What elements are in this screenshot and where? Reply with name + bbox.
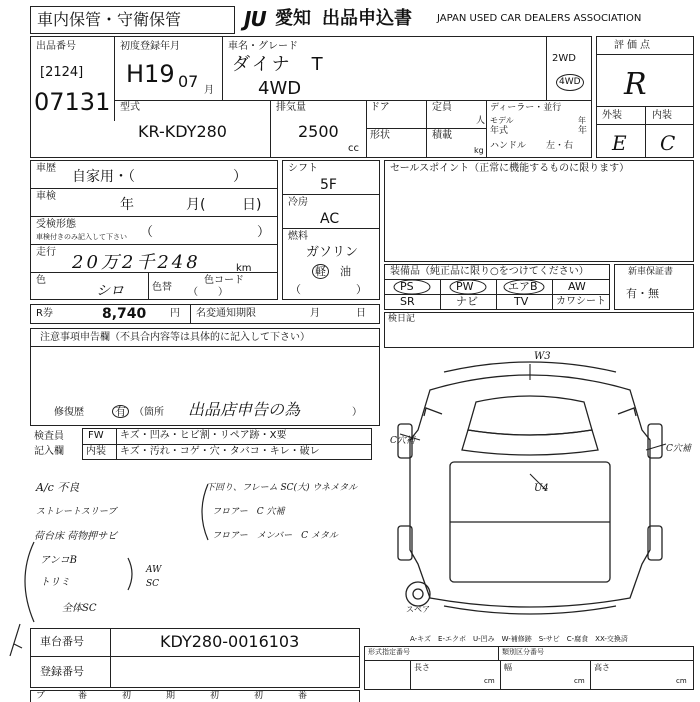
footer-item-6: 初 — [254, 691, 264, 701]
load-label: 積載 — [432, 130, 452, 141]
footer-item-7: 番 — [298, 691, 308, 701]
repair-note: 出品店申告の為 — [188, 400, 301, 419]
footer-item-4: 期 — [166, 691, 176, 701]
deadline-month: 月 — [310, 308, 320, 319]
engine-value: 2500 — [298, 122, 339, 141]
deadline-label: 名変通知期限 — [196, 308, 256, 319]
year-label: 年式 — [490, 126, 509, 136]
hand-note-overall: 全体SC — [62, 603, 97, 614]
diagram-note-center: U4 — [534, 483, 549, 494]
hand-note-ac: A/c 不良 — [36, 481, 80, 494]
equipment-item-pw: PW — [456, 280, 474, 293]
inspection-year: 年 — [120, 197, 134, 213]
length-unit: cm — [484, 677, 495, 685]
equipment-item-airbag: エアB — [508, 280, 538, 293]
inspection-month: 月( — [186, 197, 206, 213]
repaint-label: 色替 — [152, 282, 172, 293]
footer-item-1: ブ — [36, 691, 46, 701]
shape-label: 形状 — [370, 130, 390, 141]
color-code-label: 色コード — [204, 275, 244, 286]
equipment-item-ps: PS — [400, 280, 414, 293]
recycle-label: R券 — [36, 308, 53, 319]
mileage-unit: km — [236, 263, 252, 274]
storage-label: 車内保管・守衛保管 — [37, 10, 182, 29]
ju-logo: JU — [244, 7, 266, 31]
sales-point-box — [384, 160, 694, 262]
notes-label: 注意事項申告欄（不具合内容等は具体的に記入して下さい） — [40, 332, 310, 343]
fuel-oil: 油 — [340, 265, 351, 278]
drive-2wd: 2WD — [552, 53, 576, 64]
org-name: 愛知 — [275, 8, 311, 29]
footer-item-5: 初 — [210, 691, 220, 701]
lot-bracket-number: [2124] — [40, 65, 84, 80]
registration-month-unit: 月 — [204, 85, 214, 96]
deadline-day: 日 — [356, 308, 366, 319]
shift-label: シフト — [288, 163, 318, 174]
model-label: 車名・グレード — [228, 41, 298, 52]
car-diagram — [380, 350, 680, 630]
hand-scribble-left — [6, 620, 28, 660]
sales-point-label: セールスポイント（正常に機能するものに限ります） — [390, 163, 630, 174]
diagram-note-left: C穴補 — [390, 436, 415, 446]
load-unit: kg — [474, 146, 484, 155]
chassis-label: 車台番号 — [40, 635, 84, 648]
evaluation-label: 評価点 — [614, 40, 653, 51]
inspector-label: 検日記 — [388, 314, 416, 324]
diagram-note-top: W3 — [534, 351, 551, 362]
damage-legend: A-キズ E-エクボ U-凹み W-補修跡 S-サビ C-腐食 XX-交換済 — [410, 635, 628, 643]
hand-bracket — [124, 556, 148, 592]
fuel-light: 軽 — [312, 264, 329, 279]
length-label: 長さ — [414, 663, 430, 672]
registration-label: 初度登録年月 — [120, 41, 180, 52]
height-unit: cm — [676, 677, 687, 685]
hand-note-sleeve: ストレートスリーブ — [36, 507, 117, 517]
fuel-paren: （ ） — [290, 283, 367, 296]
lot-label: 出品番号 — [36, 41, 76, 52]
handle-label: ハンドル — [490, 141, 527, 151]
checker-label-1: 検査員 — [34, 431, 64, 442]
warranty-value: 有・無 — [626, 287, 659, 300]
fuel-label: 燃料 — [288, 231, 308, 242]
checker-interior-label: 内装 — [86, 446, 106, 457]
history-value: 自家用・（ ） — [72, 169, 247, 185]
storage-box — [30, 6, 235, 34]
footer-item-2: 番 — [78, 691, 88, 701]
equipment-item-tv: TV — [514, 295, 529, 308]
checker-label-2: 記入欄 — [34, 446, 64, 457]
equipment-label: 装備品（純正品に限り○をつけてください） — [390, 266, 589, 277]
mileage-label: 走行 — [36, 247, 56, 258]
hand-note-anko: アンコB — [40, 555, 77, 566]
width-unit: cm — [574, 677, 585, 685]
exterior-score: E — [612, 131, 627, 155]
checker-interior-values: キズ・汚れ・コゲ・穴・タバコ・キレ・破レ — [120, 446, 320, 457]
mileage-value: 20万2千248 — [72, 252, 201, 273]
color-value: シロ — [96, 283, 124, 299]
hand-bracket-right — [192, 480, 212, 544]
equipment-circles — [384, 279, 610, 310]
shift-value: 5F — [320, 177, 337, 193]
hand-side-bracket — [14, 536, 38, 626]
inspection-label: 車検 — [36, 191, 56, 202]
received-label: 受検形態 — [36, 219, 76, 230]
spare-label: スペア — [406, 605, 430, 614]
footer-item-3: 初 — [122, 691, 132, 701]
hand-note-floor-2: フロアー メンバー C メタル — [212, 531, 338, 541]
received-note: 車検付きのみ記入して下さい — [36, 233, 127, 241]
equipment-item-leather: カワシート — [556, 296, 606, 307]
drive-4wd: 4WD — [556, 74, 584, 91]
repair-place: （箇所 — [134, 407, 164, 418]
dealer-label: ディーラー・並行 — [490, 103, 562, 113]
model-grade: 4WD — [258, 78, 302, 99]
class-number-label: 類別区分番号 — [502, 648, 544, 656]
hand-note-floor-1: フロアー C 穴補 — [212, 507, 285, 517]
fuel-value: ガソリン — [306, 245, 359, 260]
recycle-value: 8,740 — [102, 306, 147, 322]
equipment-item-navi: ナビ — [456, 295, 478, 308]
width-label: 幅 — [504, 663, 512, 672]
history-label: 車歴 — [36, 163, 56, 174]
repair-label: 修復歴 — [54, 407, 84, 418]
evaluation-score: R — [624, 67, 647, 102]
model-year-unit: 年 — [578, 116, 586, 125]
equipment-item-aw: AW — [568, 280, 586, 293]
interior-score: C — [660, 131, 676, 155]
repair-value: 有 — [112, 405, 129, 418]
capacity-label: 定員 — [432, 102, 452, 113]
registration-year: H19 — [126, 60, 175, 88]
handle-value: 左・右 — [546, 141, 574, 151]
lot-number: 07131 — [34, 88, 111, 116]
model-name: ダイナ T — [232, 54, 325, 75]
exterior-label: 外装 — [602, 110, 622, 121]
form-title: 出品申込書 — [322, 8, 412, 29]
hand-note-aw: AW — [146, 565, 162, 575]
checker-fw-values: キズ・凹み・ヒビ割・リペア跡・X要 — [120, 430, 287, 441]
type-number-label: 形式指定番号 — [368, 648, 410, 656]
association-name: JAPAN USED CAR DEALERS ASSOCIATION — [437, 13, 642, 24]
aircon-value: AC — [320, 211, 340, 227]
registration-month: 07 — [178, 72, 199, 91]
hand-note-bed: 荷台床 荷物押サビ — [34, 531, 118, 542]
inspection-day: 日) — [242, 197, 262, 213]
engine-label: 排気量 — [276, 102, 306, 113]
diagram-note-right: C穴補 — [666, 444, 691, 454]
repair-close: ） — [352, 407, 362, 418]
hand-note-trim: トリミ — [40, 577, 70, 588]
model-code-label: 型式 — [120, 102, 140, 113]
model-year-label: モデル — [490, 116, 514, 125]
engine-unit: cc — [348, 143, 359, 154]
year-unit: 年 — [578, 126, 588, 136]
recycle-unit: 円 — [170, 308, 180, 319]
model-code: KR-KDY280 — [138, 122, 227, 141]
inspector-box — [384, 312, 694, 348]
interior-label: 内装 — [652, 110, 672, 121]
hand-note-sc: SC — [146, 579, 160, 589]
warranty-label: 新車保証書 — [628, 267, 674, 277]
doors-label: ドア — [370, 102, 390, 113]
aircon-label: 冷房 — [288, 197, 308, 208]
plate-label: 登録番号 — [40, 665, 84, 678]
chassis-value: KDY280-0016103 — [160, 632, 300, 651]
equipment-item-sr: SR — [400, 295, 415, 308]
color-paren: （ ） — [188, 287, 228, 298]
capacity-unit: 人 — [476, 116, 486, 126]
color-label: 色 — [36, 275, 46, 286]
hand-note-underbody: 下回り、フレーム SC(大) ウネメタル — [206, 483, 358, 493]
height-label: 高さ — [594, 663, 610, 672]
received-paren: （ ） — [140, 225, 271, 240]
checker-fw-label: FW — [88, 430, 104, 441]
